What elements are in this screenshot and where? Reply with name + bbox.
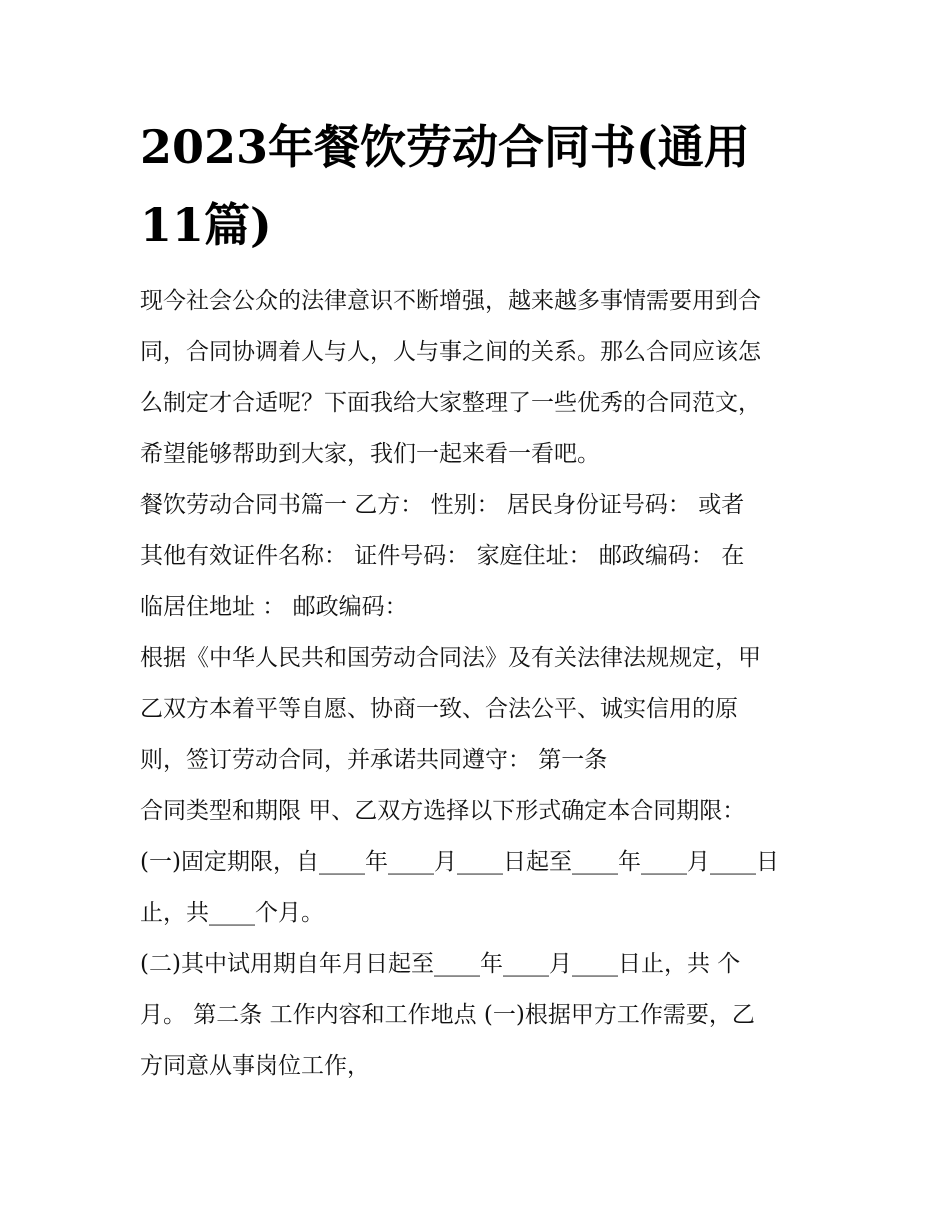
document-title: [140, 108, 820, 264]
text-line: 月。 第二条 工作内容和工作地点 (一)根据甲方工作需要，乙: [140, 1002, 755, 1028]
text-line: 乙双方本着平等自愿、协商一致、合法公平、诚实信用的原: [140, 696, 738, 722]
intro-paragraph: [140, 282, 820, 486]
text-line: 止，共____个月。: [140, 900, 324, 926]
legal-basis-paragraph: [140, 639, 820, 792]
document-title-line: 11篇): [140, 198, 272, 252]
party-info-paragraph: [140, 486, 820, 639]
text-line: 餐饮劳动合同书篇一 乙方： 性别： 居民身份证号码： 或者: [140, 492, 745, 518]
text-line: 其他有效证件名称： 证件号码： 家庭住址： 邮政编码： 在: [140, 543, 745, 569]
text-line: (二)其中试用期自年月日起至____年____月____日止，共 个: [140, 951, 741, 977]
fixed-term-paragraph: [140, 843, 820, 945]
probation-paragraph: [140, 945, 820, 1098]
text-line: 同，合同协调着人与人，人与事之间的关系。那么合同应该怎: [140, 339, 761, 365]
document-title-line: 2023年餐饮劳动合同书(通用: [140, 120, 750, 174]
contract-type-paragraph: [140, 792, 820, 843]
text-line: 合同类型和期限 甲、乙双方选择以下形式确定本合同期限：: [140, 798, 746, 824]
text-line: (一)固定期限，自____年____月____日起至____年____月____日: [140, 849, 779, 875]
text-line: 希望能够帮助到大家，我们一起来看一看吧。: [140, 441, 600, 467]
document-body: [140, 282, 820, 1098]
text-line: 则，签订劳动合同，并承诺共同遵守： 第一条: [140, 747, 608, 773]
text-line: 方同意从事岗位工作，: [140, 1053, 370, 1079]
text-line: 现今社会公众的法律意识不断增强，越来越多事情需要用到合: [140, 288, 761, 314]
text-line: 根据《中华人民共和国劳动合同法》及有关法律法规规定，甲: [140, 645, 761, 671]
text-line: 临居住地址 ： 邮政编码：: [140, 594, 408, 620]
text-line: 么制定才合适呢？下面我给大家整理了一些优秀的合同范文，: [140, 390, 761, 416]
